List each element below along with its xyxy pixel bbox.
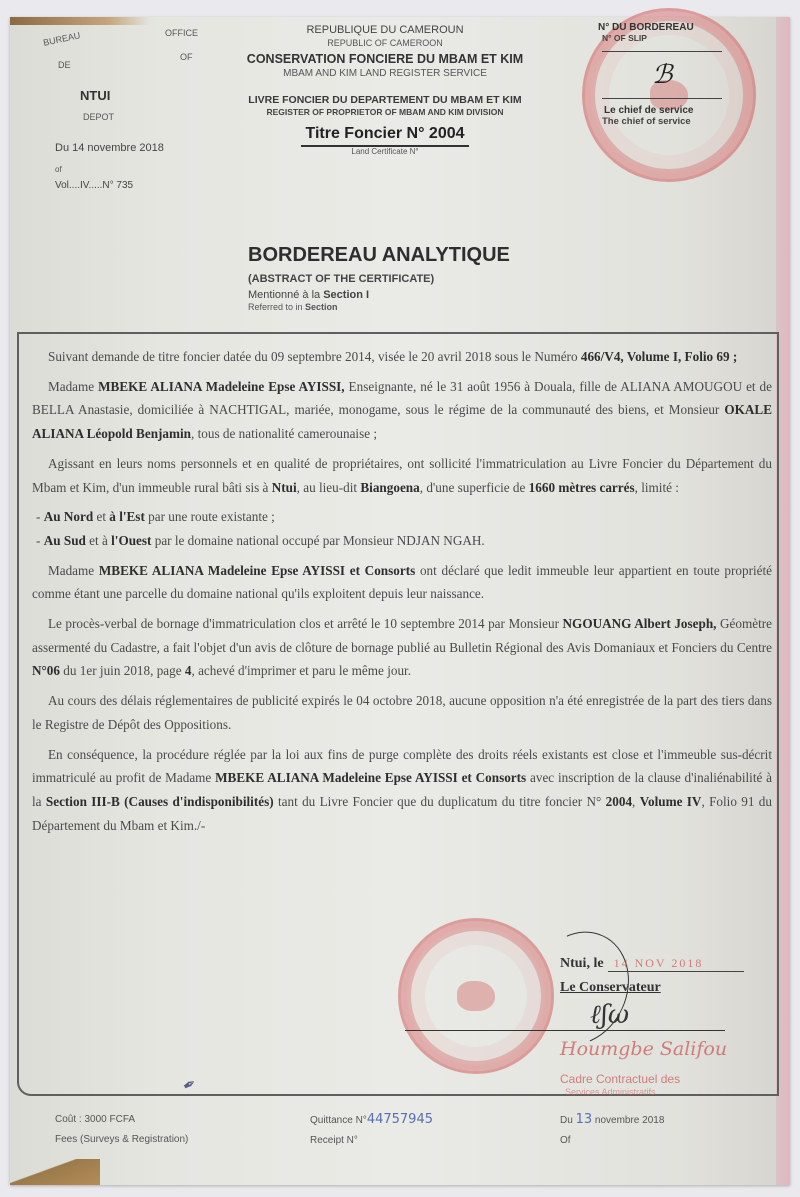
slip-number-field [602,51,722,99]
paragraph-survey: Le procès-verbal de bornage d'immatriculation clos et arrêté le 10 septembre 2014 par Monsieur NGOUANG Albert Joseph, Géomètre assermenté du Cadastre, a fait l'objet d'un avis de clôture de bornage publié au Bulletin Régional des Avis Domaniaux et Fonciers du Centre N°06 du 1er juin 2018, page 4, achevé d'imprimer et paru le même jour. [32,616,772,679]
receipt-prefix: Quittance N° [310,1115,367,1126]
title-number: Titre Foncier N° 2004 [301,124,468,147]
boundary-north-east: - Au Nord et à l'Est par une route existante ; [36,509,275,525]
footer-date [560,1110,664,1151]
country-fr: REPUBLIQUE DU CAMEROUN [306,24,464,36]
date-suffix: novembre 2018 [592,1115,665,1126]
section-fr [248,289,510,301]
service-fr: CONSERVATION FONCIERE DU MBAM ET KIM [246,52,524,66]
chief-fr: Le chief de service [604,105,694,116]
paragraph-declaration: Madame MBEKE ALIANA Madeleine Epse AYISSI et Consorts ont déclaré que ledit immeuble leur appartient en toute propriété comme étant une parcelle du domaine national qu'ils exploitent depuis leur naissance. [32,562,772,602]
paragraph-request: Suivant demande de titre foncier datée du 09 septembre 2014, visée le 20 avril 2018 sous le Numéro 466/V4, Volume I, Folio 69 ; [48,349,738,364]
slip-box [598,22,748,127]
register-fr: LIVRE FONCIER DU DEPARTEMENT DU MBAM ET KIM [248,94,522,107]
desk-surface-bottom [10,1159,100,1185]
header-left [25,14,225,194]
office-name: NTUI [80,88,111,103]
of-label-2: of [55,165,62,174]
receipt-number: 44757945 [366,1112,433,1127]
of-label: OF [180,52,193,62]
cost-value: Coût : 3000 FCFA [55,1114,136,1125]
abstract-text [32,345,772,843]
service-en: MBAM AND KIM LAND REGISTER SERVICE [283,67,487,79]
initials-icon: ℬ [652,60,673,90]
signature-place: Ntui, le [560,956,604,971]
date-prefix: Du [560,1115,576,1126]
signer-title: Cadre Contractuel des [560,1072,681,1086]
country-en: REPUBLIC OF CAMEROON [327,37,443,48]
header-center [215,24,555,157]
depot-label: DEPOT [83,112,115,122]
document-title: BORDEREAU ANALYTIQUE [248,244,510,266]
title-block [248,244,510,312]
paragraph-property: Agissant en leurs noms personnels et en qualité de propriétaires, ont sollicité l'immatriculation au Livre Foncier du Département du Mbam et Kim, d'un immeuble rural bâti sis à Ntui, au lieu-dit Biangoena, d'une superficie de 1660 mètres carrés, limité : [32,455,772,495]
slip-label-en: N° OF SLIP [602,33,647,43]
volume-number: Vol....IV.....N° 735 [55,180,134,191]
footer-receipt [310,1110,433,1151]
slip-label-fr: N° DU BORDEREAU [598,22,694,33]
deposit-date: Du 14 novembre 2018 [55,142,164,154]
document-subtitle: (ABSTRACT OF THE CERTIFICATE) [248,273,435,285]
fees-label: Fees (Surveys & Registration) [55,1134,189,1145]
section-en-prefix: Referred to in [248,302,306,312]
bureau-label: BUREAU [42,30,82,48]
section-en-value: Section [305,302,338,312]
de-label: DE [58,60,71,70]
signature-line [405,1030,725,1031]
signer-name: Houmgbe Salifou [560,1038,728,1060]
paragraph-conclusion: En conséquence, la procédure réglée par la loi aux fins de purge complète des droits réels existants est close et l'immeuble sus-décrit immatriculé au profit de Madame MBEKE ALIANA Madeleine Epse AYISSI et Consorts avec inscription de la clause d'inaliénabilité à la Section III-B (Causes d'indisponibilités) tant du Livre Foncier que du duplicatum du titre foncier N° 2004, Volume IV, Folio 91 du Département du Mbam et Kim./- [32,746,773,833]
signature-role: Le Conservateur [560,980,661,995]
emblem-icon [457,981,495,1011]
of-label-footer: Of [560,1135,571,1146]
paragraph-owners: Madame MBEKE ALIANA Madeleine Epse AYISSI, Enseignante, né le 31 août 1956 à Douala, fille de ALIANA AMOUGOU et de BELLA Anastasie, domiciliée à NACHTIGAL, mariée, monogame, sous le régime de la communauté des biens, et Monsieur OKALE ALIANA Léopold Benjamin, tous de nationalité camerounaise ; [32,378,772,442]
signature-date-stamp: 14 NOV 2018 [608,956,744,972]
boundary-south-west: - Au Sud et à l'Ouest par le domaine national occupé par Monsieur NDJAN NGAH. [36,532,485,548]
footer-cost [55,1110,188,1150]
signature-block [560,954,760,996]
office-label: OFFICE [165,28,198,38]
section-en [248,302,510,312]
receipt-label-en: Receipt N° [310,1135,358,1146]
signer-title-2: Services Administratifs [565,1087,656,1097]
pen-mark-icon: ✒ [179,1074,201,1097]
title-number-en: Land Certificate N° [351,146,419,156]
signature-icon: ℓʃω [590,1000,630,1030]
register-en: REGISTER OF PROPRIETOR OF MBAM AND KIM DIVISION [266,107,504,118]
section-fr-value: Section I [323,289,370,301]
paragraph-publicity: Au cours des délais réglementaires de publicité expirés le 04 octobre 2018, aucune opposition n'a été enregistrée de la part des tiers dans le Registre de Dépôt des Oppositions. [32,693,772,732]
section-fr-prefix: Mentionné à la [248,289,324,301]
chief-en: The chief of service [602,116,691,127]
date-day: 13 [575,1112,593,1127]
